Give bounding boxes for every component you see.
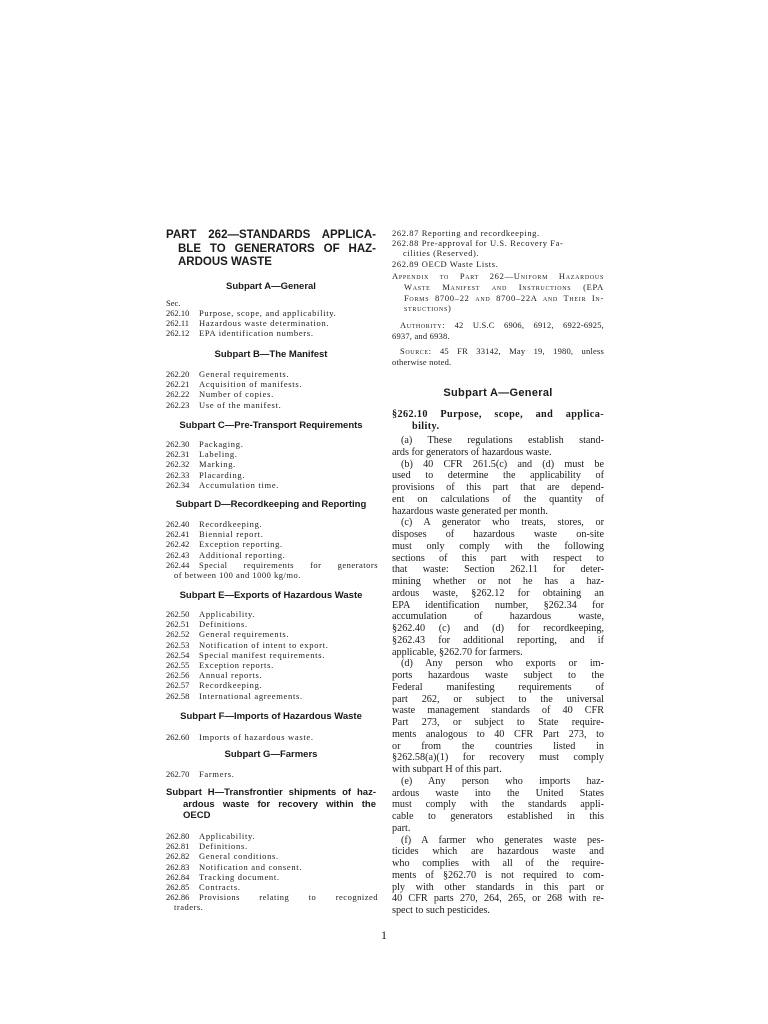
authority-note: [392, 320, 604, 342]
subpart-b-heading: Subpart B—The Manifest: [214, 349, 328, 360]
subpart-g-toc: [166, 769, 378, 779]
section-262-10-body: [392, 435, 604, 917]
subpart-a-heading: Subpart A—General: [226, 281, 316, 292]
toc-item-text: Exception reports.: [199, 660, 274, 671]
subpart-h-heading: [166, 787, 376, 822]
paragraph-line: 40 CFR parts 270, 264, 265, or 268 with re-: [392, 893, 604, 905]
toc-item-text: Farmers.: [199, 769, 235, 779]
appendix-line: structions): [404, 303, 452, 314]
toc-item[interactable]: [166, 400, 378, 410]
toc-item-number: 262.10: [166, 308, 190, 318]
paragraph-line: (e) Any person who imports haz-: [401, 775, 604, 787]
toc-item[interactable]: [166, 529, 378, 539]
toc-item[interactable]: [166, 318, 378, 328]
toc-item-number: 262.85: [166, 882, 190, 893]
toc-item-number: 262.12: [166, 328, 190, 339]
paragraph-line: with subpart H of this part.: [392, 764, 502, 775]
toc-item[interactable]: [166, 660, 378, 670]
subpart-h-heading-line: Subpart H—Transfrontier shipments of haz-: [166, 787, 376, 798]
toc-item-text: Number of copies.: [199, 389, 274, 400]
toc-item-text-cont: of between 100 and 1000 kg/mo.: [174, 570, 301, 581]
toc-item-number: 262.43: [166, 549, 190, 560]
subpart-d-toc: [166, 519, 378, 580]
authority-text-cont: 6937, and 6938.: [392, 330, 450, 341]
section-heading-line: §262.10 Purpose, scope, and applica-: [392, 409, 604, 420]
toc-item-text: Use of the manifest.: [199, 399, 282, 410]
toc-item-text: General conditions.: [199, 851, 279, 862]
appendix-line: Forms 8700–22 and 8700–22A and Their In-: [404, 292, 604, 303]
toc-item-number: 262.58: [166, 690, 190, 701]
paragraph-line: ticides which are hazardous waste and: [392, 846, 604, 858]
toc-item-text: General requirements.: [199, 369, 290, 379]
toc-item-number: 262.54: [166, 649, 190, 660]
part-title-line: ARDOUS WASTE: [178, 256, 272, 268]
toc-item-number: 262.83: [166, 861, 190, 872]
subpart-h-heading-line: ardous waste for recovery within the: [183, 798, 376, 810]
paragraph-line: waste management standards of 40 CFR: [392, 705, 604, 717]
toc-item-number: 262.22: [166, 389, 190, 400]
toc-item[interactable]: [166, 670, 378, 680]
toc-item-number: 262.56: [166, 670, 190, 681]
paragraph-line: ports hazardous waste subject to the: [392, 670, 604, 681]
paragraph-line: that waste: Section 262.11 for deter-: [392, 564, 604, 576]
toc-item-text: Definitions.: [199, 841, 248, 852]
paragraph-line: part.: [392, 822, 411, 834]
paragraph-line: ments analogous to 40 CFR Part 273, to: [392, 728, 604, 740]
toc-item-text: Applicability.: [199, 831, 256, 841]
toc-item[interactable]: [166, 369, 378, 379]
paragraph-line: (d) Any person who exports or im-: [401, 658, 604, 670]
toc-item-text: Acquisition of manifests.: [199, 379, 303, 390]
toc-item-text: Contracts.: [199, 882, 241, 893]
toc-item-text: Definitions.: [199, 619, 248, 630]
toc-item-text: Purpose, scope, and applicability.: [199, 308, 337, 318]
source-label: Source:: [400, 346, 432, 356]
toc-item-text: Marking.: [199, 459, 236, 470]
toc-item[interactable]: [166, 831, 378, 841]
toc-item-text: Provisions relating to recognized: [199, 892, 378, 903]
toc-item-text: Placarding.: [199, 469, 246, 480]
toc-item[interactable]: [166, 892, 378, 912]
toc-item[interactable]: [166, 640, 378, 650]
toc-item[interactable]: [166, 769, 378, 779]
toc-item-text: Additional reporting.: [199, 549, 286, 560]
paragraph-line: or from the countries listed in: [392, 740, 604, 752]
toc-item-text: International agreements.: [199, 690, 303, 701]
toc-item-number: 262.44: [166, 559, 190, 570]
subpart-e-heading: Subpart E—Exports of Hazardous Waste: [179, 590, 363, 601]
paragraph-line: sections of this part with respect to: [392, 552, 604, 564]
toc-item[interactable]: [166, 519, 378, 529]
paragraph-line: §262.40 (c) and (d) for recordkeeping,: [392, 623, 604, 634]
part-title-line: PART 262—STANDARDS APPLICA-: [166, 229, 376, 241]
part-title: [166, 229, 376, 270]
paragraph-line: mining whether or not he has a haz-: [392, 576, 604, 587]
paragraph-line: hazardous waste generated per month.: [392, 505, 548, 517]
toc-item-text: Special manifest requirements.: [199, 649, 326, 660]
toc-item-text: Biennial report.: [199, 529, 264, 540]
toc-item[interactable]: [166, 872, 378, 882]
subpart-c-heading: Subpart C—Pre-Transport Requirements: [179, 420, 363, 431]
toc-item-text-cont: traders.: [174, 902, 204, 913]
toc-item-number: 262.81: [166, 841, 190, 852]
toc-item[interactable]: [166, 459, 378, 469]
toc-item[interactable]: [166, 449, 378, 459]
section-heading-line: bility.: [412, 420, 440, 432]
toc-item[interactable]: [166, 691, 378, 701]
toc-item-text: Hazardous waste determination.: [199, 318, 330, 329]
toc-item-number: 262.82: [166, 851, 190, 862]
page-number: 1: [381, 928, 387, 942]
toc-item[interactable]: [166, 882, 378, 892]
toc-item[interactable]: 262.87 Reporting and recordkeeping.: [392, 228, 540, 238]
toc-item-number: 262.60: [166, 732, 190, 742]
toc-item-number: 262.57: [166, 680, 190, 691]
subpart-g-heading: Subpart G—Farmers: [224, 749, 318, 760]
toc-item[interactable]: [166, 680, 378, 690]
paragraph-line: provisions of this part that are depend-: [392, 482, 604, 493]
paragraph-line: ments of §262.70 is not required to com-: [392, 869, 604, 881]
toc-item-text: Recordkeeping.: [199, 680, 263, 691]
paragraph-line: who complies with all of the require-: [392, 858, 604, 869]
sec-label: Sec.: [166, 298, 181, 308]
subpart-f-toc: [166, 732, 378, 742]
source-note: [392, 346, 604, 368]
toc-item-number: 262.21: [166, 379, 190, 390]
toc-item[interactable]: [166, 560, 378, 580]
paragraph-line: (f) A farmer who generates waste pes-: [401, 834, 604, 846]
subpart-h-toc-continued: [392, 228, 604, 269]
paragraph-line: part 262, or subject to the universal: [392, 693, 604, 705]
toc-item[interactable]: [166, 308, 378, 318]
toc-item[interactable]: [166, 629, 378, 639]
toc-item-number: 262.20: [166, 369, 190, 379]
subpart-e-toc: [166, 609, 378, 701]
toc-item-number: 262.30: [166, 439, 190, 449]
paragraph-line: ardous waste into the United States: [392, 787, 604, 799]
toc-item-text: Packaging.: [199, 439, 244, 449]
toc-item-text: EPA identification numbers.: [199, 328, 314, 339]
paragraph-line: spect to such pesticides.: [392, 905, 490, 916]
toc-item[interactable]: [166, 379, 378, 389]
paragraph-line: §262.43 for additional reporting, and if: [392, 634, 604, 646]
toc-item[interactable]: [166, 550, 378, 560]
paragraph-line: (b) 40 CFR 261.5(c) and (d) must be: [401, 458, 604, 470]
toc-item[interactable]: [166, 619, 378, 629]
appendix-line: Appendix to Part 262—Uniform Hazardous: [392, 271, 604, 281]
paragraph-line: applicable, §262.70 for farmers.: [392, 646, 523, 658]
toc-item-number: 262.34: [166, 479, 190, 490]
source-text: 45 FR 33142, May 19, 1980, unless: [439, 346, 605, 356]
paragraph-line: ardous waste, §262.12 for obtaining an: [392, 587, 604, 599]
toc-item-number: 262.55: [166, 660, 190, 671]
authority-text: 42 U.S.C 6906, 6912, 6922-6925,: [454, 320, 604, 330]
toc-item-number: 262.42: [166, 539, 190, 550]
toc-item-text: Notification of intent to export.: [199, 639, 329, 650]
paragraph-line: §262.58(a)(1) for recovery must comply: [392, 752, 604, 764]
subpart-a-section-heading: Subpart A—General: [443, 387, 553, 399]
toc-item-number: 262.51: [166, 619, 190, 630]
toc-item-number: 262.52: [166, 629, 190, 640]
toc-item-text: General requirements.: [199, 629, 290, 640]
toc-item[interactable]: 262.89 OECD Waste Lists.: [392, 258, 499, 269]
paragraph-line: Part 273, or subject to State require-: [392, 717, 604, 728]
toc-item-number: 262.31: [166, 449, 190, 460]
subpart-a-toc: [166, 298, 378, 339]
toc-item[interactable]: [166, 480, 378, 490]
paragraph-line: (c) A generator who treats, stores, or: [401, 517, 604, 529]
toc-item-number: 262.40: [166, 519, 190, 529]
paragraph-line: cable to generators established in this: [392, 811, 604, 822]
paragraph-line: accumulation of hazardous waste,: [392, 611, 604, 623]
toc-item-number: 262.50: [166, 609, 190, 619]
toc-item[interactable]: [166, 328, 378, 338]
toc-item-text: Exception reporting.: [199, 539, 283, 550]
paragraph-line: ards for generators of hazardous waste.: [392, 446, 552, 458]
toc-item-number: 262.86: [166, 892, 190, 903]
toc-item-text: Tracking document.: [199, 871, 280, 882]
paragraph-line: (a) These regulations establish stand-: [401, 435, 604, 446]
paragraph-line: disposes of hazardous waste on-site: [392, 529, 604, 540]
paragraph-line: Federal manifesting requirements of: [392, 681, 604, 693]
toc-item[interactable]: [166, 609, 378, 619]
toc-item-number: 262.84: [166, 871, 190, 882]
appendix-entry[interactable]: [392, 271, 604, 314]
toc-item-number: 262.53: [166, 639, 190, 650]
section-262-10-heading: [392, 409, 604, 432]
authority-label: Authority:: [400, 320, 446, 330]
toc-item[interactable]: [166, 539, 378, 549]
toc-item-number: 262.41: [166, 529, 190, 540]
paragraph-line: EPA identification number, §262.34 for: [392, 599, 604, 611]
toc-item[interactable]: [166, 389, 378, 399]
toc-item-text-cont: cilities (Reserved).: [403, 248, 480, 259]
toc-item[interactable]: [166, 862, 378, 872]
toc-item[interactable]: [166, 841, 378, 851]
toc-item-text: Recordkeeping.: [199, 519, 263, 529]
source-text-cont: otherwise noted.: [392, 356, 452, 367]
toc-item-number: 262.11: [166, 318, 190, 329]
toc-item[interactable]: [166, 851, 378, 861]
toc-item-number: 262.23: [166, 399, 190, 410]
subpart-d-heading: Subpart D—Recordkeeping and Reporting: [175, 499, 367, 510]
toc-item-number: 262.33: [166, 469, 190, 480]
part-title-line: BLE TO GENERATORS OF HAZ-: [178, 242, 376, 255]
toc-item-text: Annual reports.: [199, 670, 263, 681]
paragraph-line: used to determine the applicability of: [392, 470, 604, 482]
paragraph-line: ply with other standards in this part or: [392, 881, 604, 893]
toc-item-text: Labeling.: [199, 449, 238, 460]
paragraph-line: must comply with the standards appli-: [392, 799, 604, 811]
toc-item[interactable]: [166, 439, 378, 449]
toc-item-text: Applicability.: [199, 609, 256, 619]
subpart-h-toc: [166, 831, 378, 913]
appendix-line: Waste Manifest and Instructions (EPA: [404, 281, 604, 292]
toc-item[interactable]: [166, 470, 378, 480]
toc-item-text: Accumulation time.: [199, 479, 280, 490]
toc-item[interactable]: 262.88 Pre-approval for U.S. Recovery Fa-: [392, 238, 564, 249]
paragraph-line: ent on calculations of the quantity of: [392, 493, 604, 505]
toc-item[interactable]: [166, 650, 378, 660]
subpart-f-heading: Subpart F—Imports of Hazardous Waste: [180, 711, 362, 722]
subpart-h-heading-line: OECD: [183, 810, 211, 821]
toc-item-text: Special requirements for generators: [199, 559, 378, 570]
subpart-b-toc: [166, 369, 378, 410]
toc-item-text: Imports of hazardous waste.: [199, 732, 314, 742]
toc-item-text: Notification and consent.: [199, 861, 303, 872]
subpart-c-toc: [166, 439, 378, 490]
toc-item-number: 262.70: [166, 769, 190, 779]
toc-item[interactable]: [166, 732, 378, 742]
toc-item-number: 262.80: [166, 831, 190, 841]
toc-item-number: 262.32: [166, 459, 190, 470]
paragraph-line: must only comply with the following: [392, 540, 604, 552]
